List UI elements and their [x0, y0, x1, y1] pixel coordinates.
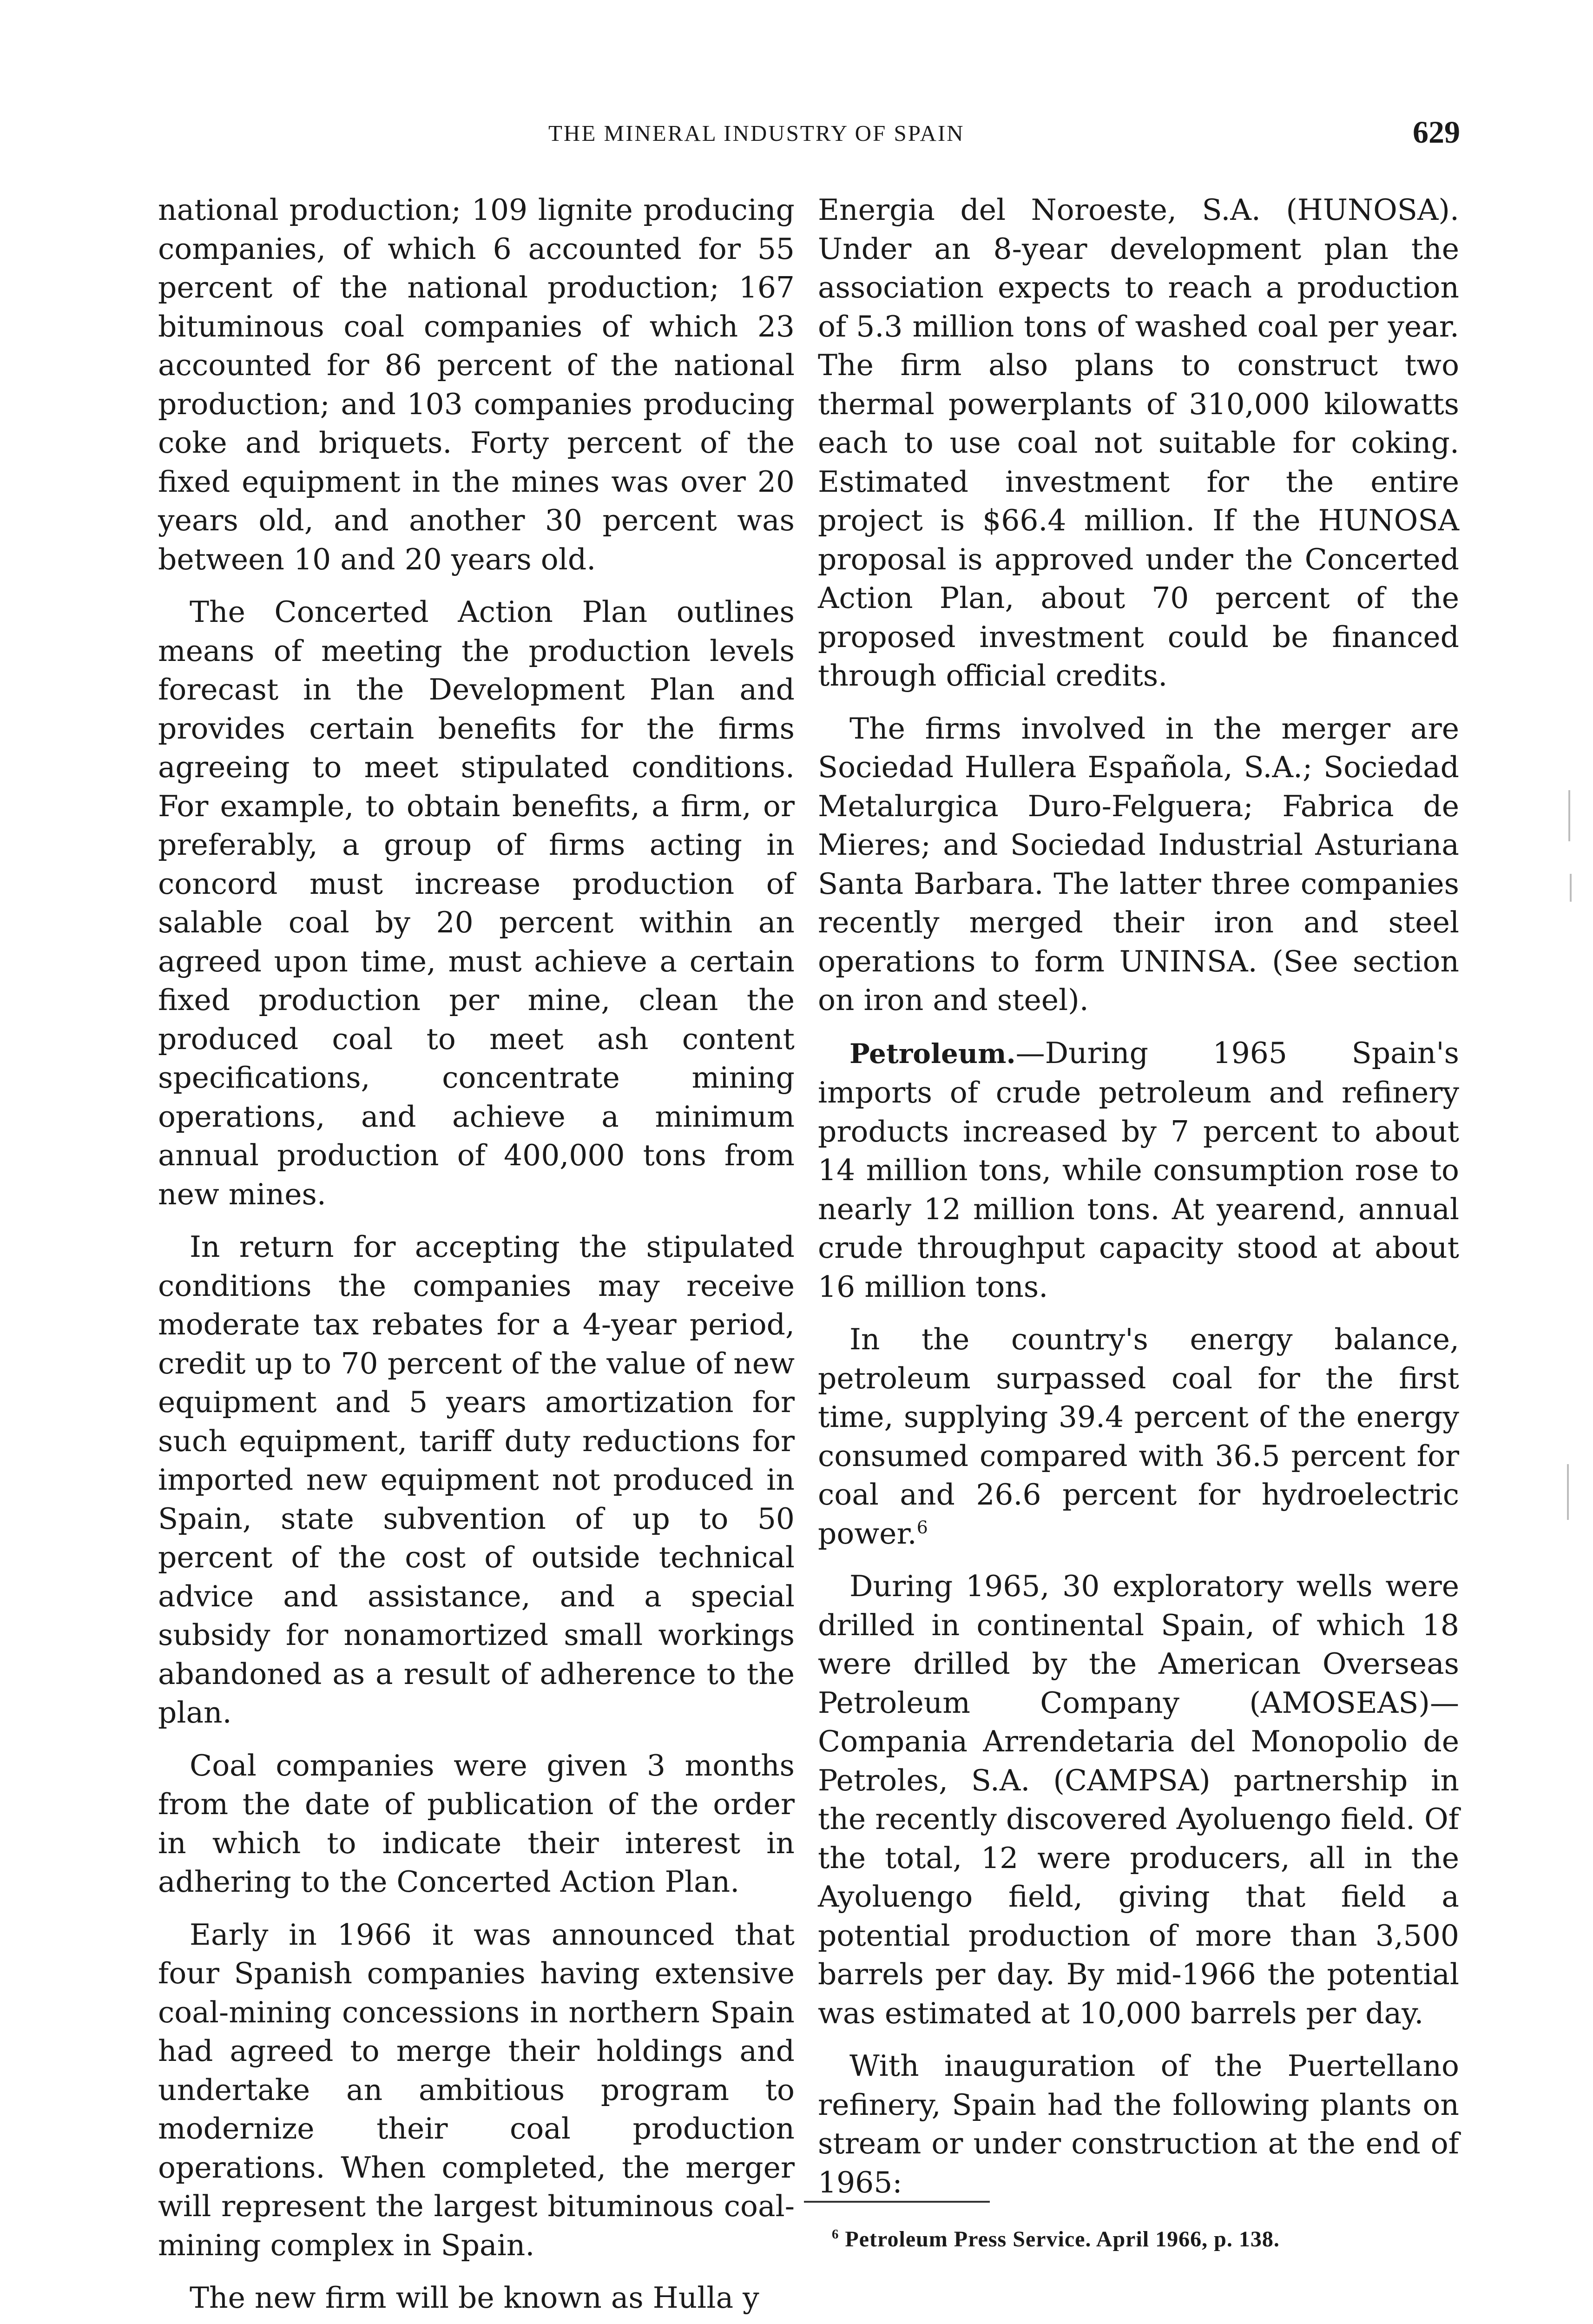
paragraph: The firms involved in the merger are Sociedad Hullera Española, S.A.; Sociedad Metalurgica Duro-Felguera; Fabrica de Mieres; and Sociedad Industrial Asturiana Santa Barbara. The latter three companies recently merged their iron and steel operations to form UNINSA. (See section on iron and steel).	[818, 711, 1459, 1017]
paragraph: The Concerted Action Plan outlines means of meeting the production levels forecast in the Development Plan and provides certain benefits for the firms agreeing to meet stipulated conditions. For example, to obtain benefits, a firm, or preferably, a group of firms acting in concord must increase production of salable coal by 20 percent within an agreed upon time, must achieve a certain fixed production per mine, clean the produced coal to meet ash content specifications, concentrate mining operations, and achieve a minimum annual production of 400,000 tons from new mines.	[158, 595, 795, 1211]
paragraph: Coal companies were given 3 months from the date of publication of the order in which to indicate their interest in adhering to the Concerted Action Plan.	[158, 1748, 795, 1899]
right-column	[818, 191, 1459, 2216]
paragraph-petroleum	[818, 1034, 1459, 1307]
paragraph-text: In the country's energy balance, petroleum surpassed coal for the first time, supplying 39.4 percent of the energy consumed compared with 36.5 percent for coal and 26.6 percent for hydroelectric power.	[818, 1322, 1459, 1551]
paragraph-text: —During 1965 Spain's imports of crude petroleum and refinery products increased by 7 percent to about 14 million tons, while consumption rose to nearly 12 million tons. At yearend, annual crude throughput capacity stood at about 16 million tons.	[818, 1036, 1459, 1304]
section-runin-heading: Petroleum.	[849, 1037, 1016, 1070]
scan-mark	[1570, 874, 1572, 902]
footnote-text: Petroleum Press Service. April 1966, p. 138.	[845, 2227, 1280, 2251]
paragraph: Early in 1966 it was announced that four Spanish companies having extensive coal-mining concessions in northern Spain had agreed to merge their holdings and undertake an ambitious program to modernize their coal production operations. When completed, the merger will represent the largest bituminous coal-mining complex in Spain.	[158, 1917, 795, 2262]
paragraph: In return for accepting the stipulated conditions the companies may receive moderate tax rebates for a 4-year period, credit up to 70 percent of the value of new equipment and 5 years amortization for such equipment, tariff duty reductions for imported new equipment not produced in Spain, state subvention of up to 50 percent of the cost of outside technical advice and assistance, and a special subsidy for nonamortized small workings abandoned as a result of adherence to the plan.	[158, 1230, 795, 1730]
running-head: THE MINERAL INDUSTRY OF SPAIN	[548, 120, 965, 146]
footnote-reference: 6	[916, 1517, 928, 1538]
page-number: 629	[1413, 114, 1460, 150]
footnote-rule	[804, 2201, 990, 2203]
paragraph: national production; 109 lignite producing companies, of which 6 accounted for 55 percent of the national production; 167 bituminous coal companies of which 23 accounted for 86 percent of the national production; and 103 companies producing coke and briquets. Forty percent of the fixed equipment in the mines was over 20 years old, and another 30 percent was between 10 and 20 years old.	[158, 193, 795, 576]
paragraph: The new firm will be known as Hulla y	[190, 2281, 759, 2315]
paragraph	[818, 1320, 1459, 1553]
scan-mark	[1567, 1464, 1569, 1520]
footnote-marker: 6	[832, 2227, 839, 2242]
footnote	[832, 2226, 1280, 2252]
paragraph: During 1965, 30 exploratory wells were drilled in continental Spain, of which 18 were drilled by the American Overseas Petroleum Company (AMOSEAS)—Compania Arrendetaria del Monopolio de Petroles, S.A. (CAMPSA) partnership in the recently discovered Ayoluengo field. Of the total, 12 were producers, all in the Ayoluengo field, giving that field a potential production of more than 3,500 barrels per day. By mid-1966 the potential was estimated at 10,000 barrels per day.	[818, 1569, 1459, 2030]
scan-mark	[1568, 790, 1570, 841]
paragraph: With inauguration of the Puertellano refinery, Spain had the following plants on stream or under construction at the end of 1965:	[818, 2049, 1459, 2199]
paragraph: Energia del Noroeste, S.A. (HUNOSA). Under an 8-year development plan the association expects to reach a production of 5.3 million tons of washed coal per year. The firm also plans to construct two thermal powerplants of 310,000 kilowatts each to use coal not suitable for coking. Estimated investment for the entire project is $66.4 million. If the HUNOSA proposal is approved under the Concerted Action Plan, about 70 percent of the proposed investment could be financed through official credits.	[818, 193, 1459, 693]
left-column	[158, 191, 795, 2324]
